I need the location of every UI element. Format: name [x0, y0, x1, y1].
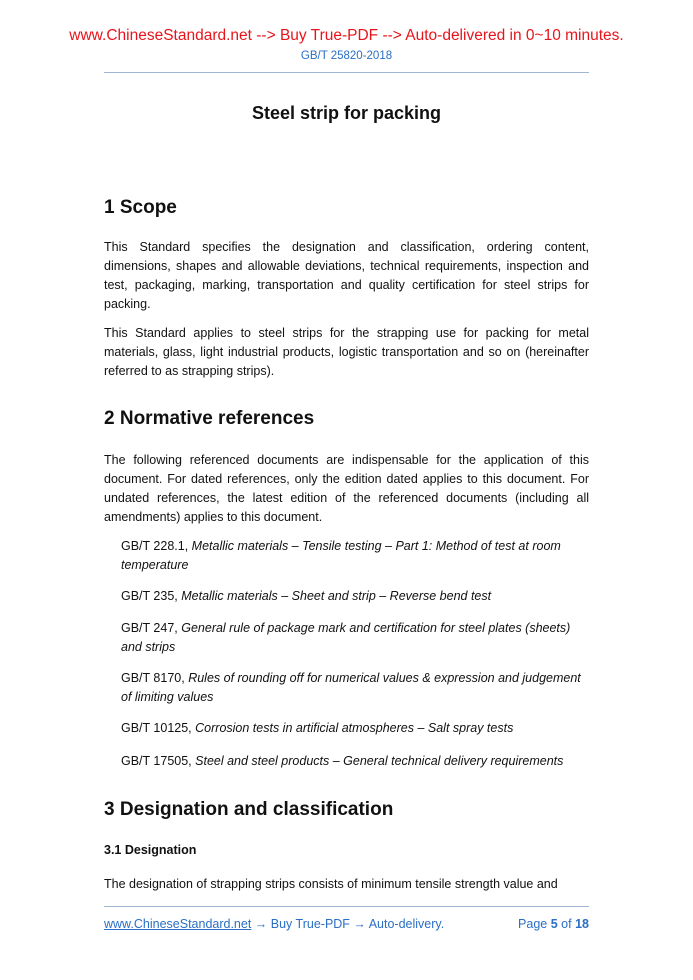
footer-links [104, 917, 444, 931]
normative-intro-paragraph: The following referenced documents are indispensable for the application of this document. For dated references, only the edition dated applies to this document. For undated references, the latest edition of the referenced documents (including all amendments) applies to this document. [104, 453, 589, 524]
subsection-heading-designation: 3.1 Designation [104, 843, 197, 857]
reference-title: Metallic materials – Tensile testing – Part 1: Method of test at room temperature [121, 539, 561, 572]
page-current: 5 [550, 917, 558, 931]
standard-code: GB/T 25820-2018 [300, 50, 393, 62]
header-divider [104, 72, 589, 73]
designation-paragraph: The designation of strapping strips consists of minimum tensile strength value and [104, 877, 558, 891]
reference-item [121, 587, 589, 606]
reference-code: GB/T 247, [121, 621, 178, 635]
reference-title: Rules of rounding off for numerical values & expression and judgement of limiting values [121, 671, 581, 704]
scope-paragraph-2: This Standard applies to steel strips for the strapping use for packing for metal materials, glass, light industrial products, logistic transportation and so on (hereinafter referred to as strapping strips). [104, 326, 589, 378]
document-title: Steel strip for packing [251, 103, 442, 123]
reference-title: Metallic materials – Sheet and strip – Reverse bend test [181, 589, 492, 603]
page-indicator [501, 917, 589, 931]
footer-buy-text: → Buy True-PDF → Auto-delivery. [251, 917, 445, 931]
reference-item [121, 619, 589, 657]
reference-title: General rule of package mark and certification for steel plates (sheets) and strips [121, 621, 571, 654]
section-heading-scope: 1 Scope [104, 197, 177, 218]
footer-site-link[interactable]: www.ChineseStandard.net [104, 917, 252, 931]
section-heading-designation: 3 Designation and classification [104, 799, 394, 820]
reference-item [121, 537, 589, 575]
footer-divider [104, 906, 589, 907]
page-label: Page [518, 917, 548, 931]
reference-item [121, 719, 589, 738]
reference-code: GB/T 17505, [121, 754, 192, 768]
header-banner[interactable]: www.ChineseStandard.net --> Buy True-PDF --> Auto-delivered in 0~10 minutes. [69, 27, 624, 44]
section-heading-normative-references: 2 Normative references [104, 408, 315, 429]
page-of: of [561, 917, 572, 931]
reference-code: GB/T 8170, [121, 671, 185, 685]
scope-paragraph-1: This Standard specifies the designation and classification, ordering content, dimensions, shapes and allowable deviations, technical requirements, inspection and test, packaging, marking, transportation and quality certification for steel strips for packing. [104, 240, 589, 311]
page-total: 18 [575, 917, 589, 931]
reference-code: GB/T 10125, [121, 721, 192, 735]
reference-title: Corrosion tests in artificial atmospheres – Salt spray tests [195, 721, 514, 735]
reference-title: Steel and steel products – General technical delivery requirements [195, 754, 564, 768]
reference-code: GB/T 235, [121, 589, 178, 603]
reference-item [121, 752, 589, 771]
reference-code: GB/T 228.1, [121, 539, 189, 553]
reference-item [121, 669, 589, 707]
